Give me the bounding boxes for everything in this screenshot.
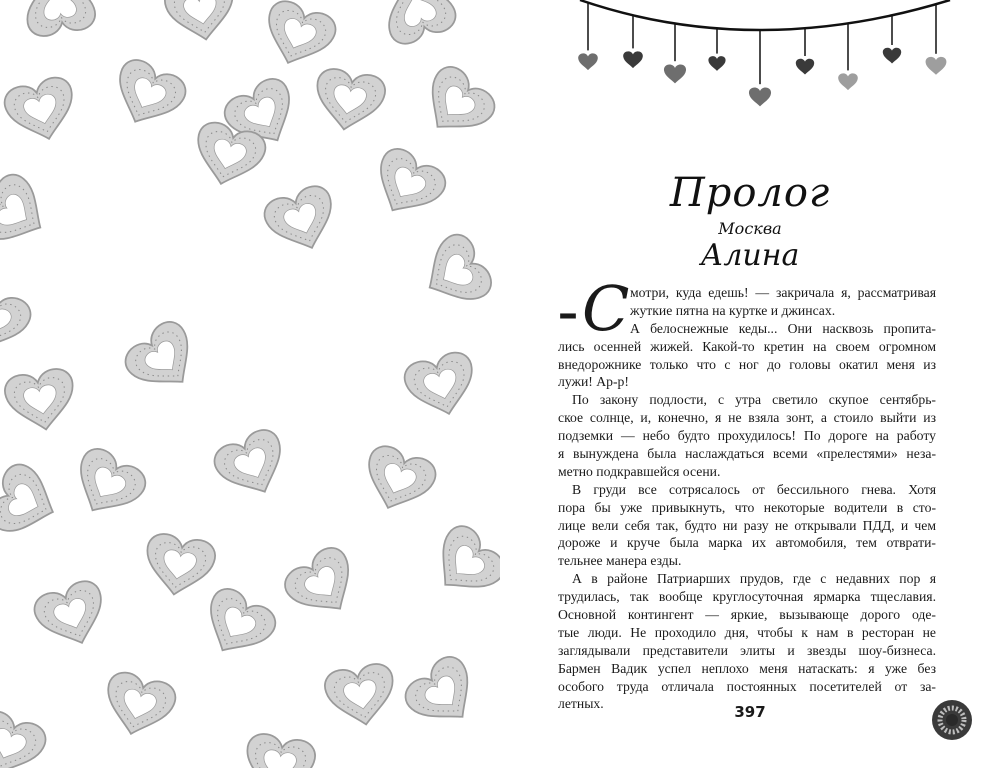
garland-heart-icon [664, 65, 686, 84]
heart-donut-icon [256, 0, 340, 75]
text-line: пора бы уже привыкнуть, что некоторые водители в сто- [558, 499, 936, 515]
heart-donut-icon [322, 661, 399, 730]
heart-donut-icon [2, 366, 79, 435]
page-number: 397 [734, 703, 766, 721]
heart-donut-icon [376, 0, 460, 48]
text-line: дороже и круче была марка их автомобиля, тем отврати- [558, 535, 936, 551]
heart-donut-icon [279, 542, 368, 629]
drop-cap-dash: – [558, 291, 578, 337]
text-line: А в районе Патриарших прудов, где с недавних пор я [572, 571, 936, 587]
heart-donut-icon [411, 60, 500, 148]
text-line: По закону подлости, с утра светило скупое сентябрь- [572, 392, 936, 408]
heart-donut-icon [1, 74, 82, 148]
garland-string [580, 0, 950, 30]
text-line: ское солнце, и, конечно, я не взяла зонт, а стоило выйти из [558, 410, 936, 426]
text-line: летных. [558, 696, 604, 712]
text-line: подземки — небо будто прохудилось! По дороге на работу [558, 428, 936, 444]
heart-donut-icon [119, 315, 209, 403]
chapter-place: Москва [718, 219, 782, 238]
text-line: Бармен Вадик успел неплохо меня натаскать: я уже без [558, 660, 936, 676]
text-line: лице вели себя так, будто ни разу не открывали ПДД, и чем [558, 517, 936, 533]
garland-heart-icon [708, 56, 725, 71]
heart-donut-icon [30, 577, 114, 655]
text-line: трудилась, так вообще круглосуточная ярмарка тщеславия. [558, 589, 936, 605]
heart-donut-icon [401, 349, 482, 423]
garland-heart-icon [749, 88, 771, 107]
garland-heart-icon [838, 73, 858, 90]
text-line: лись осенней жижей. Какой-то кретин на своем огромном [558, 338, 936, 354]
text-line: Основной контингент — яркие, вызывающе дорого оде- [558, 607, 936, 623]
text-line: В груди все сотрясалось от бессильного гнева. Хотя [572, 481, 936, 497]
heart-donut-icon [193, 583, 281, 667]
heart-donut-icon [363, 143, 451, 227]
heart-donut-icon [162, 0, 239, 45]
heart-donut-icon [413, 229, 497, 317]
heart-donut-icon [0, 169, 57, 257]
heart-donut-icon [260, 182, 344, 260]
text-line: заглядывали представители элиты и звезды шоу-бизнеса. [558, 642, 936, 658]
text-line: я вынуждена была наслаждаться всеми «прелестями» неза- [558, 446, 936, 462]
heart-donut-icon [0, 282, 35, 360]
garland-heart-icon [578, 53, 598, 70]
text-line: тельнее манера езды. [558, 553, 682, 569]
body-text [558, 284, 936, 713]
drop-cap-letter: С [582, 272, 630, 345]
heart-donut-icon [209, 425, 295, 506]
text-line: лужи! Ар-р! [558, 374, 629, 390]
heart-donut-icon [310, 66, 387, 135]
heart-donut-icon [421, 520, 500, 609]
heart-donut-icon [0, 460, 65, 544]
heart-donut-icon [63, 443, 151, 527]
chapter-character: Алина [700, 238, 800, 273]
chapter-title: Пролог [669, 170, 831, 216]
garland-heart-icon [926, 57, 947, 75]
text-line: жуткие пятна на куртке и джинсах. [630, 302, 836, 318]
text-line: тые люди. Не проходило дня, чтобы к нам в ресторан не [558, 624, 936, 640]
right-page [500, 0, 1000, 768]
garland-heart-icon [883, 48, 901, 64]
heart-donut-icon [240, 731, 317, 768]
text-line: мотри, куда едешь! — закричала я, рассматривая [630, 285, 936, 300]
heart-donut-icon [399, 650, 489, 738]
heart-donut-icon [104, 55, 190, 136]
garland-heart-icon [623, 51, 643, 68]
heart-donut-icon [140, 531, 217, 600]
corner-donut-icon [930, 698, 974, 742]
heart-donut-icon [98, 669, 179, 743]
garland-heart-icon [796, 59, 814, 75]
text-line: внедорожнике только что с ног до головы окатил меня из [558, 356, 936, 372]
heart-donut-icon [0, 707, 50, 768]
text-line: особого труда отличала постоянных посетителей от за- [558, 678, 936, 694]
text-line: А белоснежные кеды... Они насквозь пропита- [630, 320, 936, 336]
heart-donut-icon [356, 442, 440, 520]
heart-garland [500, 0, 1000, 130]
text-line: метно подкравшейся осени. [558, 463, 721, 479]
heart-donut-icon [20, 0, 97, 39]
